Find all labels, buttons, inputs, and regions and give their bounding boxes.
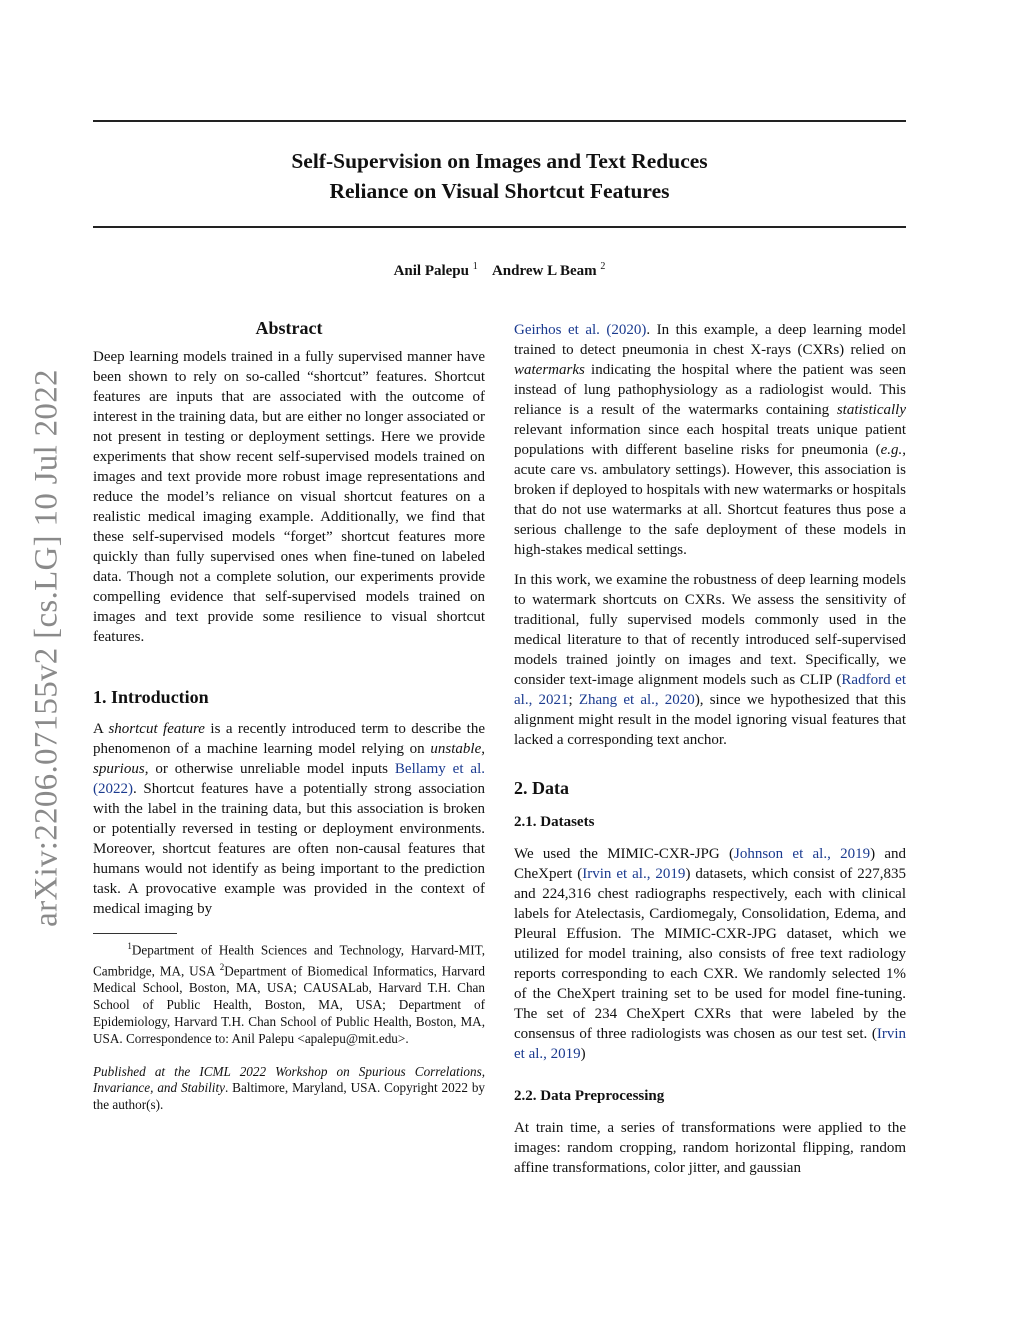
intro-heading: 1. Introduction	[93, 687, 209, 707]
author-affiliation-mark: 1	[472, 261, 478, 272]
preprocessing-paragraph: At train time, a series of transformations were applied to the images: random cropping, random horizontal flipping, random affine transformations, color jitter, and gaussian	[514, 1120, 906, 1176]
publication-note: Published at the ICML 2022 Workshop on Spurious Correlations, Invariance, and Stability. Baltimore, Maryland, USA. Copyright 2022 by the author(s).	[93, 1063, 486, 1113]
bottom-rule	[93, 226, 906, 228]
left-column	[93, 315, 485, 1114]
data-heading: 2. Data	[514, 778, 569, 798]
author-name: Anil Palepu	[393, 263, 469, 279]
right-column	[514, 320, 906, 1178]
top-rule	[93, 120, 906, 122]
author-name: Andrew L Beam	[491, 263, 597, 279]
datasets-heading: 2.1. Datasets	[514, 814, 595, 830]
citation-link[interactable]: Radford et al., 2021	[514, 672, 907, 708]
citation-link[interactable]: Johnson et al., 2019	[733, 846, 871, 862]
title-line-2: Reliance on Visual Shortcut Features	[329, 179, 670, 203]
arxiv-identifier: arXiv:2206.07155v2 [cs.LG] 10 Jul 2022	[28, 369, 65, 927]
intro-paragraph-1-continued: Geirhos et al. (2020). In this example, a deep learning model trained to detect pneumonia in chest X-rays (CXRs) relied on watermarks indicating the hospital where the patient was seen instead of lung pathophysiology as a radiologist would. This reliance is a result of the watermarks containing statistically relevant information since each hospital treats unique patient populations with different baseline risks for pneumonia (e.g., acute care vs. ambulatory settings). However, this association is broken if deployed to hospitals with new watermarks or hospitals that do not use watermarks at all. Shortcut features thus pose a serious challenge to the safe deployment of these models in high-stakes medical settings.	[514, 322, 907, 558]
author-list	[93, 261, 906, 280]
citation-link[interactable]: Geirhos et al. (2020)	[514, 322, 647, 338]
intro-paragraph-2: In this work, we examine the robustness of deep learning models to watermark shortcuts on CXRs. We assess the sensitivity of traditional, fully supervised models commonly used in the medical literature to that of recently introduced self-supervised models trained jointly on images and text. Specifically, we consider text-image alignment models such as CLIP (Radford et al., 2021; Zhang et al., 2020), since we hypothesized that this alignment might result in the model ignoring visual features that lacked a corresponding text anchor.	[514, 572, 907, 748]
intro-paragraph-1: A shortcut feature is a recently introduced term to describe the phenomenon of a machine learning model relying on unstable, spurious, or otherwise unreliable model inputs Bellamy et al. (2022). Shortcut features have a potentially strong association with the label in the training data, but this association is broken or potentially reversed in testing or deployment environments. Moreover, shortcut features are often non-causal features that humans would not identify as being important to the prediction task. A provocative example was provided in the context of medical imaging by	[93, 721, 485, 917]
paper-title	[93, 146, 906, 206]
title-line-1: Self-Supervision on Images and Text Reduces	[291, 149, 708, 173]
datasets-paragraph: We used the MIMIC-CXR-JPG (Johnson et al., 2019) and CheXpert (Irvin et al., 2019) datasets, which consist of 227,835 and 224,316 chest radiographs respectively, each with clinical labels for Atelectasis, Cardiomegaly, Consolidation, Edema, and Pleural Effusion. The MIMIC-CXR-JPG dataset, which we utilized for model training, also consists of free text radiology reports corresponding to each CXR. We randomly selected 1% of the CheXpert training set to be used for model fine-tuning. The set of 234 CheXpert CXRs that were labeled by the consensus of three radiologists was chosen as our test set. (Irvin et al., 2019)	[514, 846, 907, 1062]
citation-link[interactable]: Bellamy et al. (2022)	[93, 761, 485, 797]
abstract-text: Deep learning models trained in a fully supervised manner have been shown to rely on so-called “shortcut” features. Shortcut features are inputs that are associated with the outcome of interest in the training data, but are either no longer associated or not present in testing or deployment settings. Here we provide experiments that show recent self-supervised models trained on images and text provide more robust image representations and reduce the model’s reliance on visual shortcut features on a realistic medical imaging example. Additionally, we find that these self-supervised models “forget” shortcut features more quickly than fully supervised ones when fine-tuned on labeled data. Though not a complete solution, our experiments provide compelling evidence that self-supervised models trained on images and text provide some resilience to visual shortcut features.	[93, 349, 485, 645]
abstract-heading: Abstract	[255, 318, 323, 338]
footnote-rule	[93, 933, 177, 934]
author-affiliation-mark: 2	[600, 261, 606, 272]
preprocessing-heading: 2.2. Data Preprocessing	[514, 1088, 665, 1104]
affiliation-footnote: $^1$Department of Health Sciences and Technology, Harvard-MIT, Cambridge, MA, USA $^2$Department of Biomedical Informatics, Harvard Medical School, Boston, MA, USA; CAUSALab, Harvard T.H. Chan School of Public Health, Boston, MA, USA; Department of Epidemiology, Harvard T.H. Chan School of Public Health, Boston, MA, USA. Correspondence to: Anil Palepu <apalepu@mit.edu>.	[93, 941, 486, 1046]
citation-link[interactable]: Irvin et al., 2019	[582, 866, 686, 882]
citation-link[interactable]: Irvin et al., 2019	[514, 1026, 906, 1062]
citation-link[interactable]: Zhang et al., 2020	[578, 692, 695, 708]
